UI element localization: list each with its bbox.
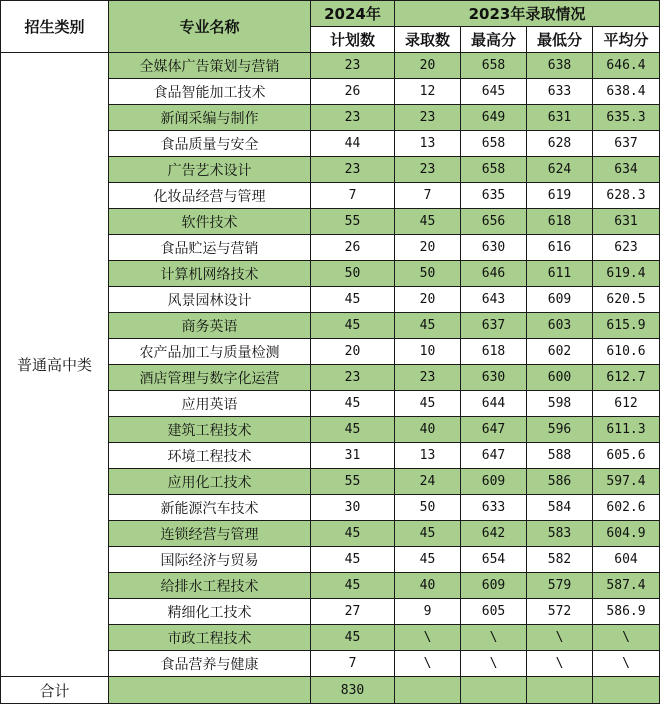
major-cell: 风景园林设计 bbox=[109, 287, 311, 313]
average-cell: 612 bbox=[593, 391, 660, 417]
average-cell: 587.4 bbox=[593, 573, 660, 599]
admitted-cell: 13 bbox=[395, 131, 461, 157]
average-cell: 634 bbox=[593, 157, 660, 183]
average-cell: 586.9 bbox=[593, 599, 660, 625]
admitted-cell: 12 bbox=[395, 79, 461, 105]
lowest-cell: 572 bbox=[527, 599, 593, 625]
header-major: 专业名称 bbox=[109, 1, 311, 53]
total-empty-cell bbox=[395, 677, 461, 704]
plan-cell: 55 bbox=[311, 209, 395, 235]
admitted-cell: 50 bbox=[395, 261, 461, 287]
highest-cell: \ bbox=[461, 625, 527, 651]
lowest-cell: 602 bbox=[527, 339, 593, 365]
admitted-cell: 7 bbox=[395, 183, 461, 209]
major-cell: 应用英语 bbox=[109, 391, 311, 417]
lowest-cell: 596 bbox=[527, 417, 593, 443]
major-cell: 新闻采编与制作 bbox=[109, 105, 311, 131]
highest-cell: 658 bbox=[461, 157, 527, 183]
admitted-cell: 45 bbox=[395, 313, 461, 339]
lowest-cell: \ bbox=[527, 651, 593, 677]
admitted-cell: 45 bbox=[395, 209, 461, 235]
major-cell: 精细化工技术 bbox=[109, 599, 311, 625]
average-cell: 610.6 bbox=[593, 339, 660, 365]
highest-cell: 637 bbox=[461, 313, 527, 339]
lowest-cell: 628 bbox=[527, 131, 593, 157]
lowest-cell: 582 bbox=[527, 547, 593, 573]
highest-cell: 605 bbox=[461, 599, 527, 625]
plan-cell: 23 bbox=[311, 105, 395, 131]
lowest-cell: 619 bbox=[527, 183, 593, 209]
major-cell: 食品营养与健康 bbox=[109, 651, 311, 677]
average-cell: 602.6 bbox=[593, 495, 660, 521]
admitted-cell: 45 bbox=[395, 547, 461, 573]
average-cell: 604 bbox=[593, 547, 660, 573]
plan-cell: 55 bbox=[311, 469, 395, 495]
category-cell: 普通高中类 bbox=[1, 53, 109, 677]
admitted-cell: 20 bbox=[395, 235, 461, 261]
highest-cell: 609 bbox=[461, 573, 527, 599]
highest-cell: 647 bbox=[461, 417, 527, 443]
admitted-cell: 50 bbox=[395, 495, 461, 521]
average-cell: 637 bbox=[593, 131, 660, 157]
admitted-cell: 20 bbox=[395, 53, 461, 79]
admitted-cell: 40 bbox=[395, 573, 461, 599]
highest-cell: 609 bbox=[461, 469, 527, 495]
plan-cell: 7 bbox=[311, 651, 395, 677]
lowest-cell: 638 bbox=[527, 53, 593, 79]
header-year-2024: 2024年 bbox=[311, 1, 395, 27]
plan-cell: 45 bbox=[311, 391, 395, 417]
average-cell: 605.6 bbox=[593, 443, 660, 469]
average-cell: \ bbox=[593, 625, 660, 651]
lowest-cell: 584 bbox=[527, 495, 593, 521]
plan-cell: 23 bbox=[311, 157, 395, 183]
highest-cell: 658 bbox=[461, 131, 527, 157]
major-cell: 广告艺术设计 bbox=[109, 157, 311, 183]
admitted-cell: 23 bbox=[395, 105, 461, 131]
highest-cell: 630 bbox=[461, 235, 527, 261]
highest-cell: 646 bbox=[461, 261, 527, 287]
plan-cell: 30 bbox=[311, 495, 395, 521]
major-cell: 食品质量与安全 bbox=[109, 131, 311, 157]
plan-cell: 45 bbox=[311, 573, 395, 599]
header-plan: 计划数 bbox=[311, 27, 395, 53]
highest-cell: 658 bbox=[461, 53, 527, 79]
major-cell: 新能源汽车技术 bbox=[109, 495, 311, 521]
admitted-cell: 45 bbox=[395, 521, 461, 547]
average-cell: 628.3 bbox=[593, 183, 660, 209]
major-cell: 食品智能加工技术 bbox=[109, 79, 311, 105]
admitted-cell: 45 bbox=[395, 391, 461, 417]
lowest-cell: 588 bbox=[527, 443, 593, 469]
header-year-2023: 2023年录取情况 bbox=[395, 1, 660, 27]
highest-cell: \ bbox=[461, 651, 527, 677]
admitted-cell: 10 bbox=[395, 339, 461, 365]
highest-cell: 644 bbox=[461, 391, 527, 417]
major-cell: 环境工程技术 bbox=[109, 443, 311, 469]
highest-cell: 656 bbox=[461, 209, 527, 235]
highest-cell: 618 bbox=[461, 339, 527, 365]
plan-cell: 45 bbox=[311, 287, 395, 313]
lowest-cell: 579 bbox=[527, 573, 593, 599]
average-cell: 623 bbox=[593, 235, 660, 261]
plan-cell: 45 bbox=[311, 547, 395, 573]
major-cell: 食品贮运与营销 bbox=[109, 235, 311, 261]
total-row bbox=[1, 677, 660, 704]
plan-cell: 27 bbox=[311, 599, 395, 625]
highest-cell: 635 bbox=[461, 183, 527, 209]
admitted-cell: 9 bbox=[395, 599, 461, 625]
lowest-cell: 633 bbox=[527, 79, 593, 105]
total-empty-cell bbox=[593, 677, 660, 704]
header-lowest: 最低分 bbox=[527, 27, 593, 53]
header-highest: 最高分 bbox=[461, 27, 527, 53]
major-cell: 商务英语 bbox=[109, 313, 311, 339]
average-cell: 631 bbox=[593, 209, 660, 235]
total-empty-cell bbox=[461, 677, 527, 704]
highest-cell: 633 bbox=[461, 495, 527, 521]
plan-cell: 7 bbox=[311, 183, 395, 209]
plan-cell: 31 bbox=[311, 443, 395, 469]
admitted-cell: 20 bbox=[395, 287, 461, 313]
major-cell: 国际经济与贸易 bbox=[109, 547, 311, 573]
major-cell: 农产品加工与质量检测 bbox=[109, 339, 311, 365]
lowest-cell: 609 bbox=[527, 287, 593, 313]
highest-cell: 654 bbox=[461, 547, 527, 573]
highest-cell: 643 bbox=[461, 287, 527, 313]
major-cell: 连锁经营与管理 bbox=[109, 521, 311, 547]
admitted-cell: 23 bbox=[395, 365, 461, 391]
admitted-cell: 40 bbox=[395, 417, 461, 443]
plan-cell: 44 bbox=[311, 131, 395, 157]
table-body bbox=[1, 53, 660, 704]
average-cell: 615.9 bbox=[593, 313, 660, 339]
major-cell: 建筑工程技术 bbox=[109, 417, 311, 443]
highest-cell: 645 bbox=[461, 79, 527, 105]
header-average: 平均分 bbox=[593, 27, 660, 53]
admitted-cell: \ bbox=[395, 625, 461, 651]
plan-cell: 45 bbox=[311, 625, 395, 651]
major-cell: 给排水工程技术 bbox=[109, 573, 311, 599]
major-cell: 全媒体广告策划与营销 bbox=[109, 53, 311, 79]
lowest-cell: 586 bbox=[527, 469, 593, 495]
total-label: 合计 bbox=[1, 677, 109, 704]
header-admitted: 录取数 bbox=[395, 27, 461, 53]
lowest-cell: 603 bbox=[527, 313, 593, 339]
admitted-cell: 24 bbox=[395, 469, 461, 495]
average-cell: 646.4 bbox=[593, 53, 660, 79]
average-cell: 612.7 bbox=[593, 365, 660, 391]
header-category: 招生类别 bbox=[1, 1, 109, 53]
highest-cell: 649 bbox=[461, 105, 527, 131]
admitted-cell: 23 bbox=[395, 157, 461, 183]
plan-cell: 50 bbox=[311, 261, 395, 287]
plan-cell: 45 bbox=[311, 313, 395, 339]
plan-cell: 20 bbox=[311, 339, 395, 365]
plan-cell: 26 bbox=[311, 235, 395, 261]
admitted-cell: \ bbox=[395, 651, 461, 677]
highest-cell: 642 bbox=[461, 521, 527, 547]
average-cell: \ bbox=[593, 651, 660, 677]
lowest-cell: \ bbox=[527, 625, 593, 651]
total-plan: 830 bbox=[311, 677, 395, 704]
major-cell: 应用化工技术 bbox=[109, 469, 311, 495]
highest-cell: 630 bbox=[461, 365, 527, 391]
average-cell: 620.5 bbox=[593, 287, 660, 313]
total-empty-cell bbox=[527, 677, 593, 704]
plan-cell: 45 bbox=[311, 521, 395, 547]
admitted-cell: 13 bbox=[395, 443, 461, 469]
major-cell: 计算机网络技术 bbox=[109, 261, 311, 287]
lowest-cell: 598 bbox=[527, 391, 593, 417]
lowest-cell: 611 bbox=[527, 261, 593, 287]
lowest-cell: 618 bbox=[527, 209, 593, 235]
lowest-cell: 600 bbox=[527, 365, 593, 391]
average-cell: 635.3 bbox=[593, 105, 660, 131]
table-row bbox=[1, 53, 660, 79]
lowest-cell: 631 bbox=[527, 105, 593, 131]
average-cell: 604.9 bbox=[593, 521, 660, 547]
major-cell: 软件技术 bbox=[109, 209, 311, 235]
average-cell: 619.4 bbox=[593, 261, 660, 287]
average-cell: 597.4 bbox=[593, 469, 660, 495]
major-cell: 酒店管理与数字化运营 bbox=[109, 365, 311, 391]
lowest-cell: 624 bbox=[527, 157, 593, 183]
plan-cell: 23 bbox=[311, 53, 395, 79]
lowest-cell: 583 bbox=[527, 521, 593, 547]
plan-cell: 23 bbox=[311, 365, 395, 391]
highest-cell: 647 bbox=[461, 443, 527, 469]
average-cell: 638.4 bbox=[593, 79, 660, 105]
major-cell: 市政工程技术 bbox=[109, 625, 311, 651]
plan-cell: 26 bbox=[311, 79, 395, 105]
lowest-cell: 616 bbox=[527, 235, 593, 261]
plan-cell: 45 bbox=[311, 417, 395, 443]
average-cell: 611.3 bbox=[593, 417, 660, 443]
total-empty-cell bbox=[109, 677, 311, 704]
major-cell: 化妆品经营与管理 bbox=[109, 183, 311, 209]
